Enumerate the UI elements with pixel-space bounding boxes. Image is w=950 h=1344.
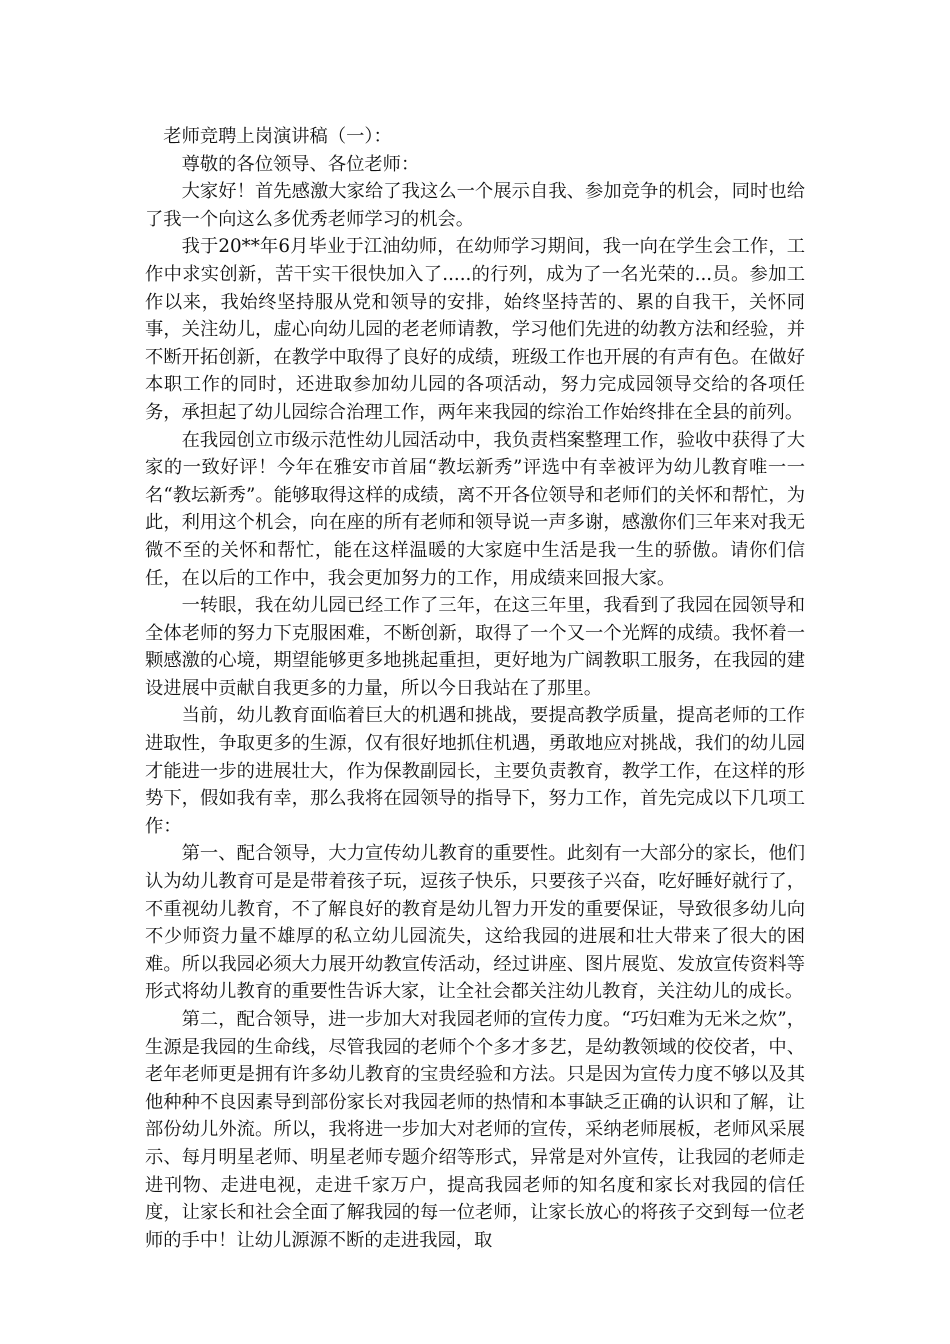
paragraph: 当前，幼儿教育面临着巨大的机遇和挑战，要提高教学质量，提高老师的工作进取性，争取更多的生源，仅有很好地抓住机遇，勇敢地应对挑战，我们的幼儿园才能进一步的进展壮大，作为保教副园长，主要负责教育，教学工作，在这样的形势下，假如我有幸，那么我将在园领导的指导下，努力工作，首先完成以下几项工作： (145, 705, 805, 837)
paragraph: 我于20**年6月毕业于江油幼师，在幼师学习期间，我一向在学生会工作，工作中求实创新，苦干实干很快加入了.....的行列，成为了一名光荣的...员。参加工作以来，我始终坚持服从党和领导的安排，始终坚持苦的、累的自我干，关怀同事，关注幼儿，虚心向幼儿园的老老师请教，学习他们先进的幼教方法和经验，并不断开拓创新，在教学中取得了良好的成绩，班级工作也开展的有声有色。在做好本职工作的同时，还进取参加幼儿园的各项活动，努力完成园领导交给的各项任务，承担起了幼儿园综合治理工作，两年来我园的综治工作始终排在全县的前列。 (145, 236, 805, 423)
paragraph: 在我园创立市级示范性幼儿园活动中，我负责档案整理工作，验收中获得了大家的一致好评！今年在雅安市首届“教坛新秀”评选中有幸被评为幼儿教育唯一一名“教坛新秀”。能够取得这样的成绩，离不开各位领导和老师们的关怀和帮忙，为此，利用这个机会，向在座的所有老师和领导说一声多谢，感激你们三年来对我无微不至的关怀和帮忙，能在这样温暖的大家庭中生活是我一生的骄傲。请你们信任，在以后的工作中，我会更加努力的工作，用成绩来回报大家。 (145, 429, 805, 589)
paragraph: 第一、配合领导，大力宣传幼儿教育的重要性。此刻有一大部分的家长，他们认为幼儿教育可是是带着孩子玩，逗孩子快乐，只要孩子兴奋，吃好睡好就行了，不重视幼儿教育，不了解良好的教育是幼儿智力开发的重要保证，导致很多幼儿向不少师资力量不雄厚的私立幼儿园流失，这给我园的进展和壮大带来了很大的困难。所以我园必须大力展开幼教宣传活动，经过讲座、图片展览、发放宣传资料等形式将幼儿教育的重要性告诉大家，让全社会都关注幼儿教育，关注幼儿的成长。 (145, 843, 805, 1003)
paragraph: 一转眼，我在幼儿园已经工作了三年，在这三年里，我看到了我园在园领导和全体老师的努力下克服困难，不断创新，取得了一个又一个光辉的成绩。我怀着一颗感激的心境，期望能够更多地挑起重担，更好地为广阔教职工服务，在我园的建设进展中贡献自我更多的力量，所以今日我站在了那里。 (145, 595, 805, 699)
document-body (145, 123, 805, 1254)
paragraph: 大家好！首先感激大家给了我这么一个展示自我、参加竞争的机会，同时也给了我一个向这么多优秀老师学习的机会。 (145, 181, 805, 230)
paragraph: 第二，配合领导，进一步加大对我园老师的宣传力度。“巧妇难为无米之炊”，生源是我园的生命线，尽管我园的老师个个多才多艺，是幼教领域的佼佼者，中、老年老师更是拥有许多幼儿教育的宝贵经验和方法。只是因为宣传力度不够以及其他种种不良因素导到部份家长对我园老师的热情和本事缺乏正确的认识和了解，让部份幼儿外流。所以，我将进一步加大对老师的宣传，采纳老师展板，老师风采展示、每月明星老师、明星老师专题介绍等形式，异常是对外宣传，让我园的老师走进刊物、走进电视，走进千家万户，提高我园老师的知名度和家长对我园的信任度，让家长和社会全面了解我园的每一位老师，让家长放心的将孩子交到每一位老师的手中！让幼儿源源不断的走进我园，取 (145, 1009, 805, 1251)
salutation: 尊敬的各位领导、各位老师： (181, 153, 420, 175)
document-title: 老师竞聘上岗演讲稿（一）： (163, 126, 392, 147)
